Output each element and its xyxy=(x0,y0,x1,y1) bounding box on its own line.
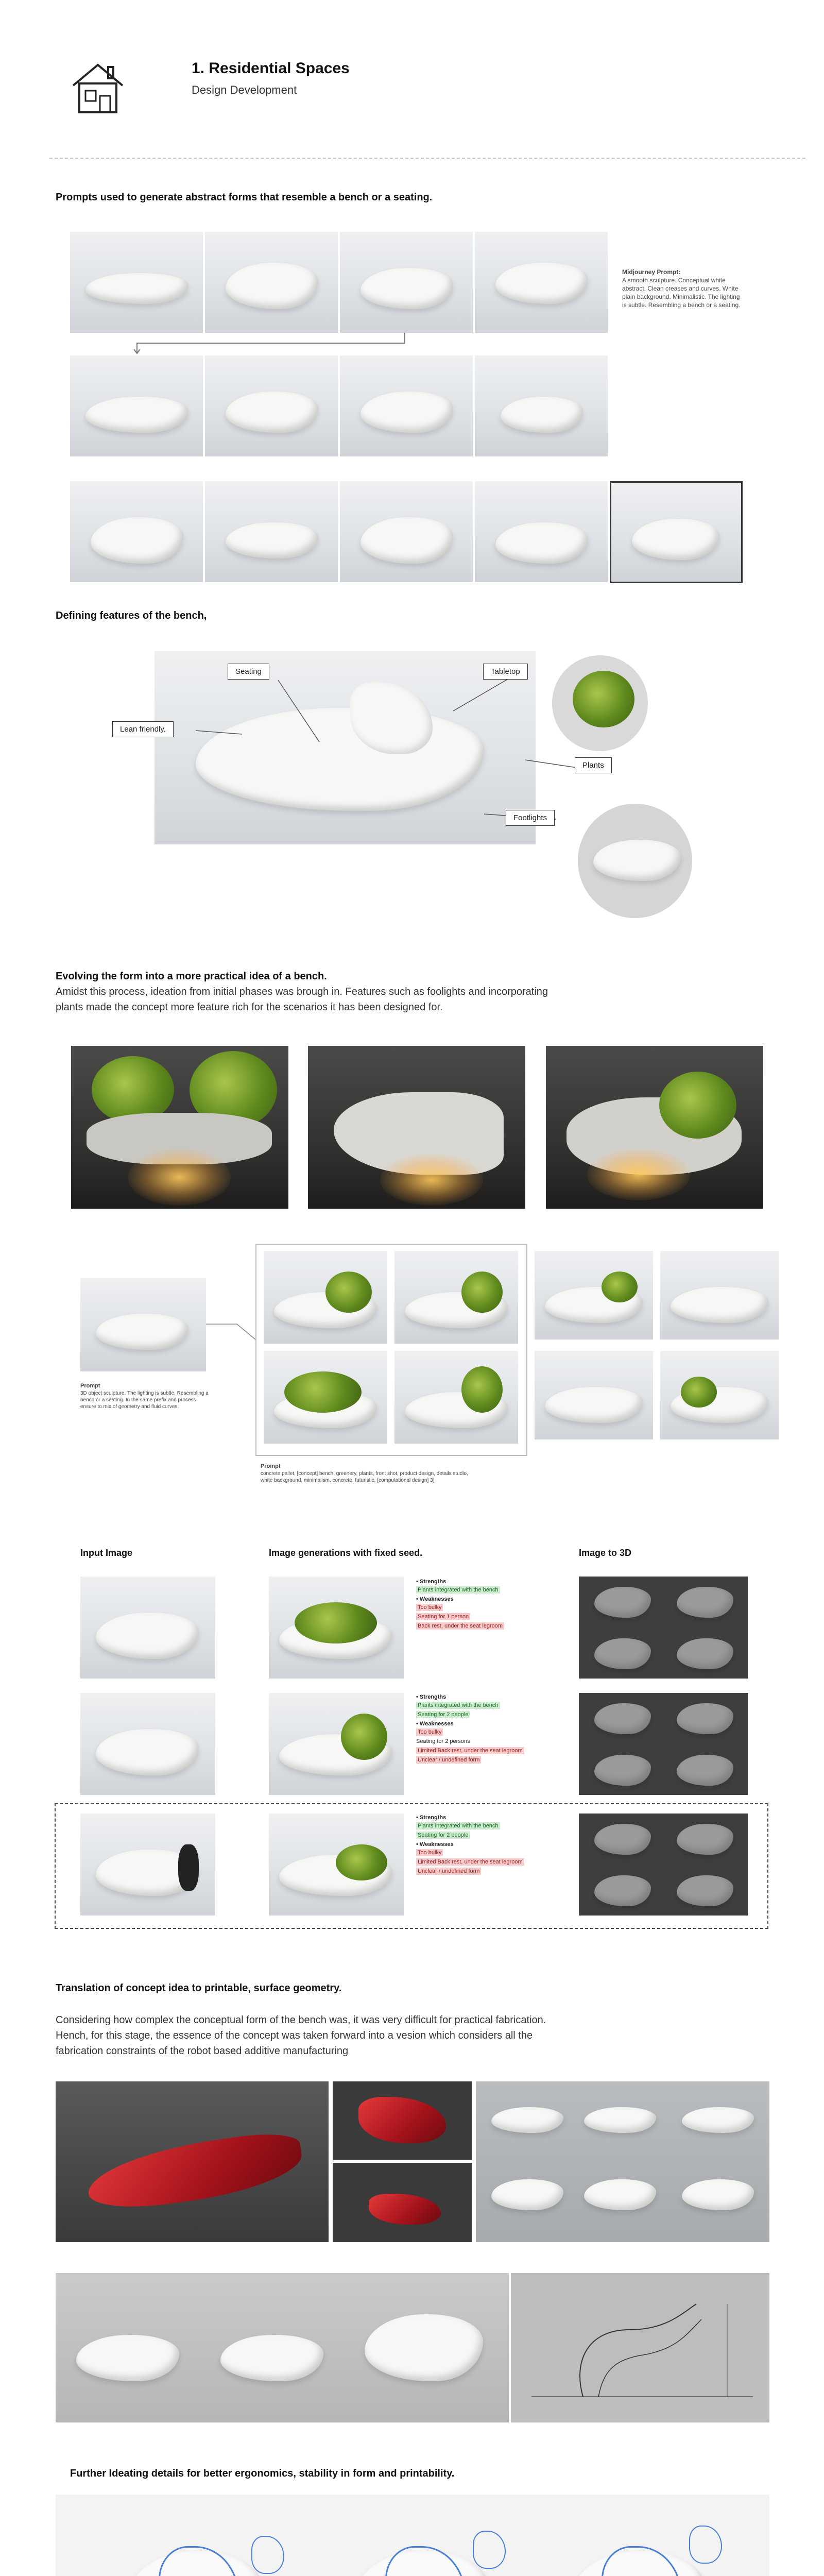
header-divider xyxy=(49,158,805,159)
page-subtitle: Design Development xyxy=(192,83,297,96)
weaknesses-label: • Weaknesses xyxy=(416,1596,454,1602)
generated-image xyxy=(205,481,338,582)
render-image xyxy=(71,1046,288,1209)
generated-image xyxy=(340,481,473,582)
detail-plants-circle xyxy=(552,655,648,751)
render-image xyxy=(308,1046,525,1209)
generation-image xyxy=(264,1251,387,1344)
connector-line xyxy=(70,333,482,354)
label-seating: Seating xyxy=(228,664,269,680)
generation-image xyxy=(394,1251,518,1344)
strengths-label: • Strengths xyxy=(416,1815,447,1821)
strength-item: Plants integrated with the bench xyxy=(416,1586,500,1594)
input-prompt xyxy=(80,1382,209,1410)
model-3d-view xyxy=(579,1577,748,1679)
generation-image xyxy=(264,1351,387,1444)
generation-image xyxy=(394,1351,518,1444)
input-image xyxy=(80,1577,215,1679)
section-title-translation: Translation of concept idea to printable, surface geometry. xyxy=(56,1982,342,1994)
prompt-note xyxy=(622,268,741,309)
section-title-evolving: Evolving the form into a more practical idea of a bench. xyxy=(56,971,327,982)
generated-image xyxy=(205,232,338,333)
section-text-evolving: Amidst this process, ideation from initial phases was brough in. Features such as foolights and incorporating plants made the concept more feature rich for the scenarios it has been designed for. xyxy=(56,986,548,1013)
red-bench-render xyxy=(333,2081,472,2160)
section-title-features: Defining features of the bench, xyxy=(56,610,207,621)
section-title-prompts: Prompts used to generate abstract forms that resemble a bench or a seating. xyxy=(56,192,433,203)
generation-image xyxy=(269,1693,404,1795)
generation-prompt-label: Prompt xyxy=(261,1463,281,1469)
column-heading-generations: Image generations with fixed seed. xyxy=(269,1548,423,1558)
weakness-item: Unclear / undefined form xyxy=(416,1756,481,1764)
header xyxy=(67,56,376,123)
model-3d-view xyxy=(579,1814,748,1916)
generation-image xyxy=(660,1251,779,1340)
strength-item: Seating for 2 people xyxy=(416,1711,470,1718)
weakness-item: Back rest, under the seat legroom xyxy=(416,1622,504,1630)
generation-image xyxy=(269,1577,404,1679)
evaluation-notes xyxy=(416,1579,519,1630)
generation-image xyxy=(269,1814,404,1916)
evaluation-notes xyxy=(416,1815,540,1875)
printable-bench-renders xyxy=(56,2273,509,2422)
weakness-item: Seating for 1 person xyxy=(416,1613,470,1620)
ergonomics-sketch-board xyxy=(56,2495,769,2576)
generated-image xyxy=(475,232,608,333)
strengths-label: • Strengths xyxy=(416,1579,447,1585)
generation-image xyxy=(535,1351,653,1439)
strengths-label: • Strengths xyxy=(416,1694,447,1700)
generated-image xyxy=(205,355,338,456)
weakness-item: Limited Back rest, under the seat legroom xyxy=(416,1747,524,1754)
strength-item: Seating for 2 people xyxy=(416,1832,470,1839)
input-image xyxy=(80,1814,215,1916)
generated-image xyxy=(70,481,203,582)
weakness-item: Seating for 2 persons xyxy=(416,1738,470,1744)
column-heading-3d: Image to 3D xyxy=(579,1548,632,1558)
generated-image xyxy=(475,481,608,582)
input-prompt-label: Prompt xyxy=(80,1383,100,1389)
generated-image xyxy=(70,232,203,333)
column-heading-input: Input Image xyxy=(80,1548,133,1558)
red-bench-render xyxy=(333,2163,472,2242)
red-bench-render xyxy=(56,2081,329,2242)
strength-item: Plants integrated with the bench xyxy=(416,1822,500,1829)
feature-leader-lines xyxy=(0,649,824,855)
prompt-grid xyxy=(70,232,740,582)
prompt-text: A smooth sculpture. Conceptual white abstract. Clean creases and curves. White plain background. Minimalistic. The lighting is subtle. Resembling a bench or a seating. xyxy=(622,277,741,309)
generation-image xyxy=(535,1251,653,1340)
weaknesses-label: • Weaknesses xyxy=(416,1721,454,1727)
house-icon xyxy=(67,56,129,117)
weakness-item: Too bulky xyxy=(416,1728,443,1736)
section-sketch xyxy=(511,2273,769,2422)
generated-image xyxy=(340,355,473,456)
generation-prompt-text: concrete pallet, [concept] bench, greenery, plants, front shot, product design, details studio, white background, minimalism, concrete, futuristic, [computational design] 3] xyxy=(261,1471,468,1483)
generated-image xyxy=(475,355,608,456)
generation-prompt xyxy=(261,1462,477,1484)
section-title-ideating: Further Ideating details for better ergonomics, stability in form and printability. xyxy=(70,2468,455,2479)
input-prompt-text: 3D object sculpture. The lighting is subtle. Resembling a bench or a seating. In the same prefix and process ensure to mix of geometry and fluid curves. xyxy=(80,1391,209,1410)
label-plants: Plants xyxy=(575,757,612,773)
input-image xyxy=(80,1278,206,1371)
generation-image xyxy=(660,1351,779,1439)
label-lean: Lean friendly. xyxy=(112,721,174,737)
weakness-item: Too bulky xyxy=(416,1849,443,1856)
weakness-item: Unclear / undefined form xyxy=(416,1868,481,1875)
selected-image xyxy=(610,481,743,583)
page-title: 1. Residential Spaces xyxy=(192,60,350,77)
section-text-translation: Considering how complex the conceptual form of the bench was, it was very difficult for practical fabrication. Hench, for this stage, the essence of the concept was taken forward into a vesion which considers all the fabrication constraints of the robot based additive manufacturing xyxy=(56,2014,546,2057)
weaknesses-label: • Weaknesses xyxy=(416,1841,454,1848)
model-3d-view xyxy=(579,1693,748,1795)
weakness-item: Too bulky xyxy=(416,1604,443,1611)
bench-section-drawing xyxy=(511,2273,769,2422)
detail-footlights-circle xyxy=(578,804,692,918)
label-footlights: Footlights xyxy=(506,810,555,826)
render-image xyxy=(546,1046,763,1209)
surface-iterations xyxy=(476,2081,769,2242)
prompt-label: Midjourney Prompt: xyxy=(622,268,681,276)
generated-image xyxy=(340,232,473,333)
label-tabletop: Tabletop xyxy=(483,664,528,680)
generated-image xyxy=(70,355,203,456)
input-connector xyxy=(206,1319,258,1350)
weakness-item: Limited Back rest, under the seat legroom xyxy=(416,1858,524,1866)
evaluation-notes xyxy=(416,1694,540,1764)
input-image xyxy=(80,1693,215,1795)
strength-item: Plants integrated with the bench xyxy=(416,1702,500,1709)
